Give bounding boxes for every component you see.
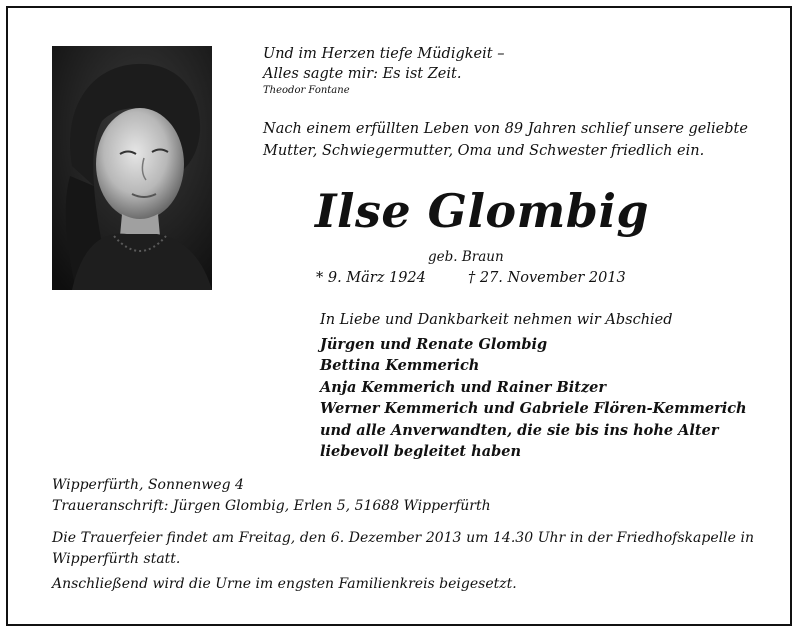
mourner-line: Anja Kemmerich und Rainer Bitzer xyxy=(320,378,607,396)
mourning-address: Traueranschrift: Jürgen Glombig, Erlen 5, 51688 Wipperfürth xyxy=(52,498,491,514)
farewell-line: In Liebe und Dankbarkeit nehmen wir Abschied xyxy=(320,312,673,328)
residence-address: Wipperfürth, Sonnenweg 4 xyxy=(52,477,244,493)
obituary-notice xyxy=(6,6,792,626)
urn-text: Anschließend wird die Urne im engsten Familienkreis beigesetzt. xyxy=(52,576,517,592)
ceremony-text: Die Trauerfeier findet am Freitag, den 6. Dezember 2013 um 14.30 Uhr in der Friedhofskapelle in Wipperfürth statt. xyxy=(52,530,754,567)
deceased-name: Ilse Glombig xyxy=(315,184,650,238)
quote-line: Alles sagte mir: Es ist Zeit. xyxy=(263,66,462,82)
mourner-line: liebevoll begleitet haben xyxy=(320,443,522,461)
mourner-line: Jürgen und Renate Glombig xyxy=(320,336,548,353)
death-date: † 27. November 2013 xyxy=(468,270,626,286)
poem-quote xyxy=(263,44,504,98)
quote-author: Theodor Fontane xyxy=(263,85,350,96)
mourners-list xyxy=(320,334,747,462)
birth-date: * 9. März 1924 xyxy=(316,270,426,286)
mourner-line: und alle Anverwandten, die sie bis ins hohe Alter xyxy=(320,421,719,439)
portrait-image xyxy=(52,46,212,290)
address-block xyxy=(52,475,491,517)
mourner-line: Werner Kemmerich und Gabriele Flören-Kemmerich xyxy=(320,400,747,418)
mourner-line: Bettina Kemmerich xyxy=(320,357,480,375)
portrait-photo xyxy=(52,46,212,290)
intro-text: Nach einem erfüllten Leben von 89 Jahren schlief unsere geliebte Mutter, Schwiegermutter, Oma und Schwester friedlich ein. xyxy=(263,121,748,159)
quote-line: Und im Herzen tiefe Müdigkeit – xyxy=(263,46,505,62)
maiden-name: geb. Braun xyxy=(428,249,504,265)
